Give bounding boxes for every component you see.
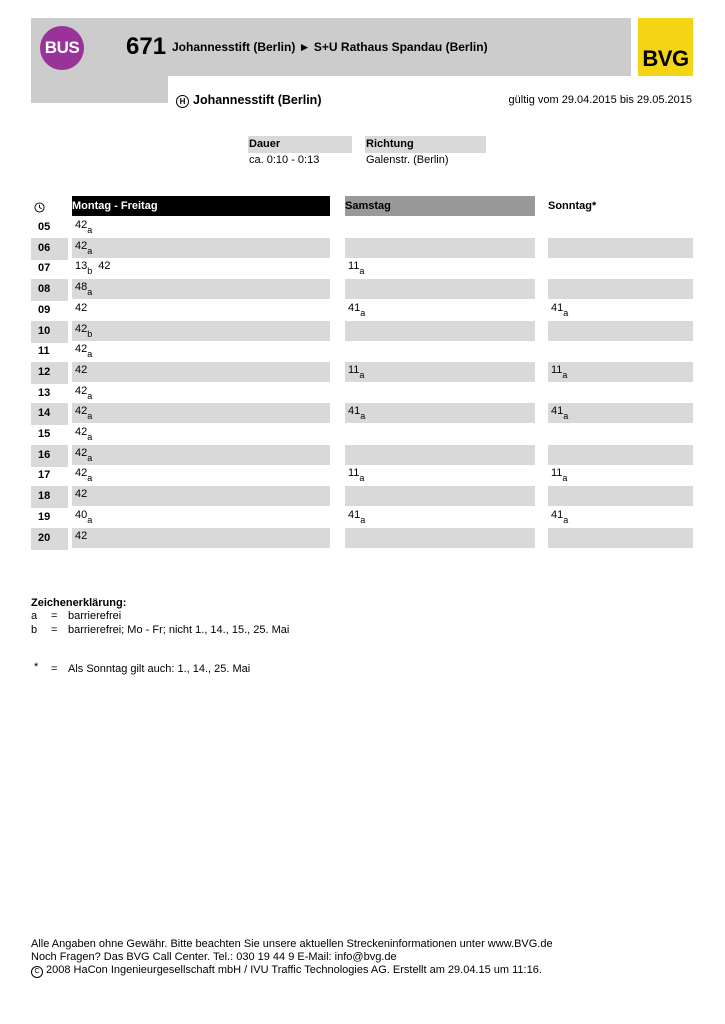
footer-copyright xyxy=(31,964,542,978)
departure-note: a xyxy=(87,349,93,359)
departure-note: a xyxy=(360,515,366,525)
hour-label: 10 xyxy=(31,321,68,343)
departure-note: a xyxy=(359,266,365,276)
note-text: Als Sonntag gilt auch: 1., 14., 25. Mai xyxy=(68,663,251,675)
legend-eq-a: = xyxy=(51,610,58,622)
departure-note: a xyxy=(359,473,365,483)
footer-disclaimer: Alle Angaben ohne Gewähr. Bitte beachten Sie unsere aktuellen Streckeninformationen unter www.BVG.de xyxy=(31,938,553,950)
sunday-cell xyxy=(548,465,693,485)
departure-note: a xyxy=(87,246,93,256)
departure-minute: $42_a$ xyxy=(75,240,93,256)
departure-minute: $42_a$ xyxy=(75,447,93,463)
sunday-cell xyxy=(548,341,693,361)
departure-note: a xyxy=(562,370,568,380)
stop-sign-icon: H xyxy=(176,95,189,108)
hour-label: 06 xyxy=(31,238,68,260)
saturday-cell xyxy=(345,341,535,361)
legend-text-b: barrierefrei; Mo - Fr; nicht 1., 14., 15., 25. Mai xyxy=(68,624,290,636)
weekday-cell xyxy=(72,279,330,299)
route-title: Johannesstift (Berlin) ► S+U Rathaus Spandau (Berlin) xyxy=(172,40,488,54)
sunday-cell xyxy=(548,300,693,320)
saturday-cell xyxy=(345,279,535,299)
bus-badge-icon: BUS xyxy=(40,26,84,70)
departure-note: a xyxy=(87,411,93,421)
hour-label: 19 xyxy=(38,511,51,523)
departure-minute: $42_a$ xyxy=(75,426,93,442)
saturday-cell xyxy=(345,383,535,403)
departure-minute: $41_a$ xyxy=(551,405,569,421)
validity-period: gültig vom 29.04.2015 bis 29.05.2015 xyxy=(508,94,692,106)
copyright-icon: C xyxy=(31,966,43,978)
legend-title: Zeichenerklärung: xyxy=(31,597,127,609)
weekday-cell xyxy=(72,217,330,237)
hour-label: 14 xyxy=(31,403,68,425)
saturday-cell xyxy=(345,403,535,423)
note-key: * xyxy=(34,661,39,673)
duration-header: Dauer xyxy=(248,136,352,153)
hour-label: 13 xyxy=(38,387,51,399)
saturday-cell xyxy=(345,300,535,320)
departure-minute: $41_a$ xyxy=(348,509,366,525)
saturday-cell xyxy=(345,465,535,485)
footer-contact: Noch Fragen? Das BVG Call Center. Tel.: 030 19 44 9 E-Mail: info@bvg.de xyxy=(31,951,397,963)
departure-minute: $11_a$ xyxy=(348,467,365,483)
hour-label: 08 xyxy=(31,279,68,301)
saturday-cell xyxy=(345,238,535,258)
bvg-logo-text: BVG xyxy=(642,46,689,71)
hour-label: 12 xyxy=(31,362,68,384)
hour-label: 05 xyxy=(38,221,51,233)
hour-label: 09 xyxy=(38,304,51,316)
saturday-cell xyxy=(345,528,535,548)
departure-minute: $11_a$ xyxy=(348,260,365,276)
departure-note: b xyxy=(87,266,93,276)
sunday-cell xyxy=(548,528,693,548)
departure-minute: $11_a$ xyxy=(551,467,568,483)
departure-minute: 42 xyxy=(75,364,88,376)
footer-copyright-text: 2008 HaCon Ingenieurgesellschaft mbH / IVU Traffic Technologies AG. Erstellt am 29.04.15 um 11:16. xyxy=(46,964,542,976)
departure-minute: $42_a$ xyxy=(75,467,93,483)
sunday-header: Sonntag* xyxy=(548,200,597,212)
departure-minute: $42_a$ xyxy=(75,219,93,235)
departure-note: a xyxy=(87,515,93,525)
weekday-cell xyxy=(72,321,330,341)
hour-label: 15 xyxy=(38,428,51,440)
departure-note: a xyxy=(87,287,93,297)
legend-eq-b: = xyxy=(51,624,58,636)
departure-minute: $41_a$ xyxy=(348,405,366,421)
departure-minute: $40_a$ xyxy=(75,509,93,525)
departure-note: a xyxy=(87,453,93,463)
hour-label: 07 xyxy=(38,262,51,274)
saturday-cell xyxy=(345,445,535,465)
weekday-cell xyxy=(72,507,330,527)
sunday-cell xyxy=(548,486,693,506)
departure-minute: $11_a$ xyxy=(348,364,365,380)
weekday-cell xyxy=(72,300,330,320)
weekday-cell xyxy=(72,486,330,506)
sunday-cell xyxy=(548,383,693,403)
departure-note: a xyxy=(360,411,366,421)
weekday-cell xyxy=(72,258,330,278)
departure-minute: $11_a$ xyxy=(551,364,568,380)
departure-note: a xyxy=(563,411,569,421)
departure-minute: $42_b$ xyxy=(75,323,93,339)
departure-note: a xyxy=(562,473,568,483)
departure-minute: $42_a$ xyxy=(75,385,93,401)
legend-key-b: b xyxy=(31,624,38,636)
departure-minute: $41_a$ xyxy=(348,302,366,318)
departure-note: b xyxy=(87,329,93,339)
weekday-cell xyxy=(72,403,330,423)
weekday-cell xyxy=(72,465,330,485)
sunday-cell xyxy=(548,445,693,465)
departure-minute: $41_a$ xyxy=(551,302,569,318)
departure-minute: 42 xyxy=(75,530,88,542)
sunday-cell xyxy=(548,321,693,341)
departure-note: a xyxy=(563,515,569,525)
header-tab xyxy=(31,76,168,103)
departure-minute: $41_a$ xyxy=(551,509,569,525)
hour-label: 11 xyxy=(38,345,50,357)
sunday-cell xyxy=(548,238,693,258)
sunday-cell xyxy=(548,217,693,237)
departure-note: a xyxy=(563,308,569,318)
saturday-cell xyxy=(345,362,535,382)
sunday-cell xyxy=(548,279,693,299)
departure-note: a xyxy=(359,370,365,380)
sunday-cell xyxy=(548,403,693,423)
saturday-cell xyxy=(345,321,535,341)
weekday-header: Montag - Freitag xyxy=(72,196,330,216)
departure-minute: $42_a$ xyxy=(75,343,93,359)
hour-label: 17 xyxy=(38,469,51,481)
hour-label: 16 xyxy=(31,445,68,467)
hour-label: 18 xyxy=(31,486,68,508)
weekday-cell xyxy=(72,445,330,465)
departure-minute: 42 xyxy=(98,260,111,272)
saturday-cell xyxy=(345,217,535,237)
departure-note: a xyxy=(360,308,366,318)
sunday-cell xyxy=(548,258,693,278)
hour-label: 20 xyxy=(31,528,68,550)
departure-note: a xyxy=(87,225,93,235)
departure-minute: $13_b$ xyxy=(75,260,93,276)
weekday-cell xyxy=(72,238,330,258)
departure-note: a xyxy=(87,391,93,401)
stop-name: Johannesstift (Berlin) xyxy=(193,93,322,107)
departure-minute: $48_a$ xyxy=(75,281,93,297)
saturday-cell xyxy=(345,258,535,278)
weekday-cell xyxy=(72,341,330,361)
legend-text-a: barrierefrei xyxy=(68,610,122,622)
weekday-cell xyxy=(72,362,330,382)
weekday-cell xyxy=(72,383,330,403)
departure-note: a xyxy=(87,432,93,442)
direction-header: Richtung xyxy=(365,136,486,153)
saturday-header: Samstag xyxy=(345,196,535,216)
weekday-cell xyxy=(72,528,330,548)
direction-value: Galenstr. (Berlin) xyxy=(366,154,449,166)
legend-key-a: a xyxy=(31,610,38,622)
saturday-cell xyxy=(345,507,535,527)
departure-minute: 42 xyxy=(75,302,88,314)
saturday-cell xyxy=(345,424,535,444)
line-number: 671 xyxy=(126,33,167,60)
note-eq: = xyxy=(51,663,58,675)
weekday-cell xyxy=(72,424,330,444)
sunday-cell xyxy=(548,362,693,382)
stop-title xyxy=(176,93,322,108)
clock-icon xyxy=(34,200,45,211)
duration-value: ca. 0:10 - 0:13 xyxy=(249,154,320,166)
departure-minute: $42_a$ xyxy=(75,405,93,421)
departure-note: a xyxy=(87,473,93,483)
sunday-cell xyxy=(548,424,693,444)
departure-minute: 42 xyxy=(75,488,88,500)
saturday-cell xyxy=(345,486,535,506)
sunday-cell xyxy=(548,507,693,527)
